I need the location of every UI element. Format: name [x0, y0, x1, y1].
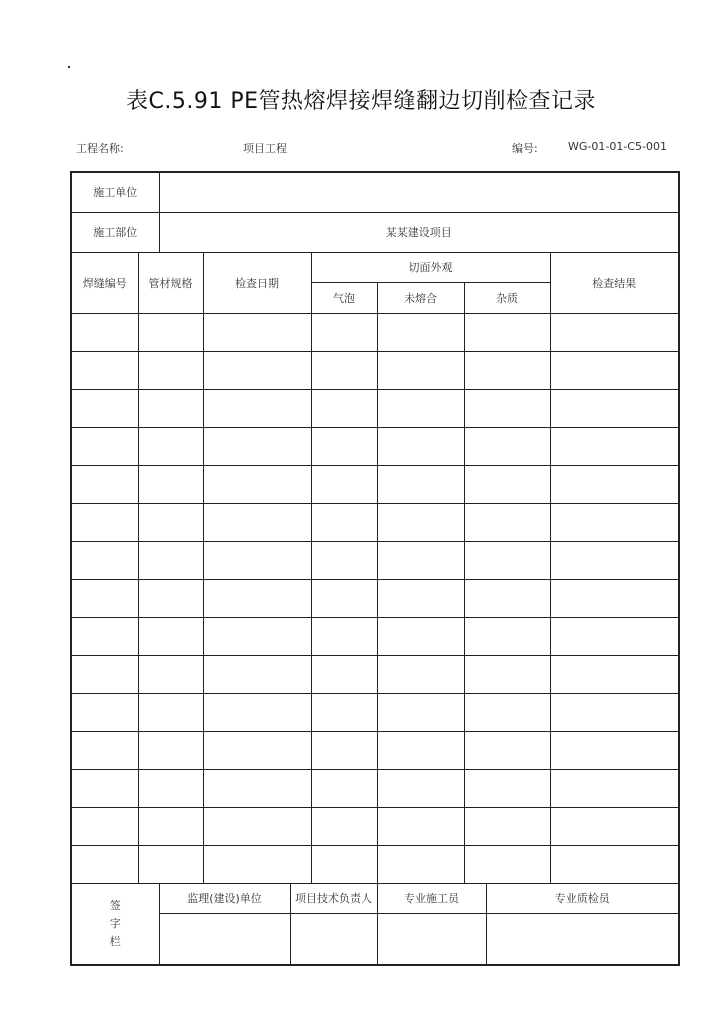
table-row	[71, 427, 679, 465]
cell-check-date[interactable]	[203, 541, 311, 579]
cell-pipe-spec[interactable]	[138, 655, 203, 693]
cell-weld-no[interactable]	[71, 845, 138, 883]
table-row	[71, 465, 679, 503]
cell-unfused[interactable]	[377, 579, 464, 617]
table-row	[71, 389, 679, 427]
cell-impurities[interactable]	[464, 465, 550, 503]
col-result: 检查结果	[550, 252, 679, 313]
cell-bubbles[interactable]	[311, 351, 377, 389]
cell-check-date[interactable]	[203, 845, 311, 883]
construction-location-value[interactable]: 某某建设项目	[159, 212, 679, 252]
table-row	[71, 541, 679, 579]
cell-check-date[interactable]	[203, 389, 311, 427]
cell-bubbles[interactable]	[311, 579, 377, 617]
col-check-date: 检查日期	[203, 252, 311, 313]
cell-weld-no[interactable]	[71, 807, 138, 845]
cell-result[interactable]	[550, 617, 679, 655]
cell-unfused[interactable]	[377, 351, 464, 389]
cell-pipe-spec[interactable]	[138, 579, 203, 617]
cell-check-date[interactable]	[203, 579, 311, 617]
inspector-signature[interactable]	[486, 913, 679, 965]
col-impurities: 杂质	[464, 282, 550, 313]
cell-check-date[interactable]	[203, 655, 311, 693]
tech-lead-signature[interactable]	[290, 913, 377, 965]
col-unfused: 未熔合	[377, 282, 464, 313]
record-number-value: WG-01-01-C5-001	[568, 140, 667, 153]
cell-check-date[interactable]	[203, 693, 311, 731]
column-header-row-1	[71, 252, 679, 282]
cell-pipe-spec[interactable]	[138, 693, 203, 731]
table-row	[71, 579, 679, 617]
cell-impurities[interactable]	[464, 617, 550, 655]
col-bubbles: 气泡	[311, 282, 377, 313]
cell-bubbles[interactable]	[311, 541, 377, 579]
cell-bubbles[interactable]	[311, 617, 377, 655]
cell-pipe-spec[interactable]	[138, 389, 203, 427]
cell-impurities[interactable]	[464, 845, 550, 883]
cell-pipe-spec[interactable]	[138, 541, 203, 579]
cell-weld-no[interactable]	[71, 389, 138, 427]
constructor-label: 专业施工员	[377, 883, 486, 913]
tech-lead-label: 项目技术负责人	[290, 883, 377, 913]
cell-pipe-spec[interactable]	[138, 617, 203, 655]
cell-weld-no[interactable]	[71, 693, 138, 731]
table-row	[71, 845, 679, 883]
cell-weld-no[interactable]	[71, 541, 138, 579]
cell-result[interactable]	[550, 693, 679, 731]
construction-unit-row	[71, 172, 679, 212]
cell-weld-no[interactable]	[71, 731, 138, 769]
cell-result[interactable]	[550, 807, 679, 845]
cell-result[interactable]	[550, 541, 679, 579]
cell-impurities[interactable]	[464, 427, 550, 465]
table-row	[71, 617, 679, 655]
cell-pipe-spec[interactable]	[138, 351, 203, 389]
cell-check-date[interactable]	[203, 313, 311, 351]
construction-location-label: 施工部位	[71, 212, 159, 252]
signature-header-row	[71, 883, 679, 913]
cell-pipe-spec[interactable]	[138, 731, 203, 769]
table-row	[71, 503, 679, 541]
table-row	[71, 655, 679, 693]
cell-result[interactable]	[550, 313, 679, 351]
col-cut-appearance: 切面外观	[311, 252, 550, 282]
signature-row	[71, 913, 679, 965]
cell-weld-no[interactable]	[71, 579, 138, 617]
page-title: 表C.5.91 PE管热熔焊接焊缝翻边切削检查记录	[125, 89, 596, 114]
inspection-table	[70, 171, 680, 966]
cell-impurities[interactable]	[464, 503, 550, 541]
cell-pipe-spec[interactable]	[138, 427, 203, 465]
cell-check-date[interactable]	[203, 427, 311, 465]
cell-result[interactable]	[550, 465, 679, 503]
cell-pipe-spec[interactable]	[138, 845, 203, 883]
cell-bubbles[interactable]	[311, 693, 377, 731]
cell-result[interactable]	[550, 731, 679, 769]
cell-impurities[interactable]	[464, 541, 550, 579]
cell-unfused[interactable]	[377, 655, 464, 693]
project-name-label: 工程名称:	[76, 142, 124, 155]
cell-impurities[interactable]	[464, 351, 550, 389]
cell-unfused[interactable]	[377, 427, 464, 465]
inspector-label: 专业质检员	[486, 883, 679, 913]
cell-bubbles[interactable]	[311, 769, 377, 807]
cell-unfused[interactable]	[377, 465, 464, 503]
cell-unfused[interactable]	[377, 313, 464, 351]
cell-weld-no[interactable]	[71, 427, 138, 465]
cell-unfused[interactable]	[377, 617, 464, 655]
cell-impurities[interactable]	[464, 807, 550, 845]
signature-section-label	[71, 883, 159, 965]
table-row	[71, 807, 679, 845]
cell-bubbles[interactable]	[311, 427, 377, 465]
construction-location-row	[71, 212, 679, 252]
cell-pipe-spec[interactable]	[138, 769, 203, 807]
cell-bubbles[interactable]	[311, 389, 377, 427]
cell-impurities[interactable]	[464, 655, 550, 693]
table-row	[71, 731, 679, 769]
table-row	[71, 693, 679, 731]
table-row	[71, 769, 679, 807]
cell-pipe-spec[interactable]	[138, 313, 203, 351]
cell-result[interactable]	[550, 579, 679, 617]
cell-bubbles[interactable]	[311, 655, 377, 693]
record-number-label: 编号:	[512, 142, 538, 155]
table-row	[71, 351, 679, 389]
table-row	[71, 313, 679, 351]
cell-unfused[interactable]	[377, 807, 464, 845]
cell-impurities[interactable]	[464, 731, 550, 769]
supervisor-signature[interactable]	[159, 913, 290, 965]
cell-bubbles[interactable]	[311, 731, 377, 769]
cell-weld-no[interactable]	[71, 313, 138, 351]
cell-check-date[interactable]	[203, 731, 311, 769]
cell-result[interactable]	[550, 655, 679, 693]
cell-unfused[interactable]	[377, 769, 464, 807]
cell-weld-no[interactable]	[71, 617, 138, 655]
cell-check-date[interactable]	[203, 769, 311, 807]
signature-label-char: 字	[109, 916, 121, 930]
constructor-signature[interactable]	[377, 913, 486, 965]
cell-unfused[interactable]	[377, 389, 464, 427]
cell-weld-no[interactable]	[71, 351, 138, 389]
cell-result[interactable]	[550, 769, 679, 807]
cell-result[interactable]	[550, 503, 679, 541]
cell-bubbles[interactable]	[311, 845, 377, 883]
cell-result[interactable]	[550, 351, 679, 389]
stray-dot	[68, 66, 70, 68]
cell-pipe-spec[interactable]	[138, 807, 203, 845]
cell-impurities[interactable]	[464, 389, 550, 427]
col-weld-no: 焊缝编号	[71, 252, 138, 313]
cell-weld-no[interactable]	[71, 769, 138, 807]
cell-unfused[interactable]	[377, 503, 464, 541]
cell-unfused[interactable]	[377, 693, 464, 731]
cell-weld-no[interactable]	[71, 465, 138, 503]
construction-unit-value[interactable]	[159, 172, 679, 212]
cell-pipe-spec[interactable]	[138, 465, 203, 503]
cell-bubbles[interactable]	[311, 313, 377, 351]
cell-unfused[interactable]	[377, 845, 464, 883]
cell-check-date[interactable]	[203, 807, 311, 845]
supervisor-label: 监理(建设)单位	[159, 883, 290, 913]
cell-bubbles[interactable]	[311, 807, 377, 845]
cell-unfused[interactable]	[377, 731, 464, 769]
cell-check-date[interactable]	[203, 465, 311, 503]
cell-impurities[interactable]	[464, 769, 550, 807]
signature-label-char: 栏	[109, 934, 121, 948]
cell-check-date[interactable]	[203, 617, 311, 655]
project-name-value: 项目工程	[243, 142, 287, 155]
cell-result[interactable]	[550, 427, 679, 465]
cell-impurities[interactable]	[464, 579, 550, 617]
cell-result[interactable]	[550, 389, 679, 427]
cell-pipe-spec[interactable]	[138, 503, 203, 541]
col-pipe-spec: 管材规格	[138, 252, 203, 313]
construction-unit-label: 施工单位	[71, 172, 159, 212]
cell-check-date[interactable]	[203, 351, 311, 389]
cell-bubbles[interactable]	[311, 503, 377, 541]
cell-weld-no[interactable]	[71, 655, 138, 693]
cell-impurities[interactable]	[464, 313, 550, 351]
cell-bubbles[interactable]	[311, 465, 377, 503]
cell-result[interactable]	[550, 845, 679, 883]
cell-unfused[interactable]	[377, 541, 464, 579]
signature-label-char: 签	[109, 898, 121, 912]
cell-check-date[interactable]	[203, 503, 311, 541]
cell-weld-no[interactable]	[71, 503, 138, 541]
cell-impurities[interactable]	[464, 693, 550, 731]
